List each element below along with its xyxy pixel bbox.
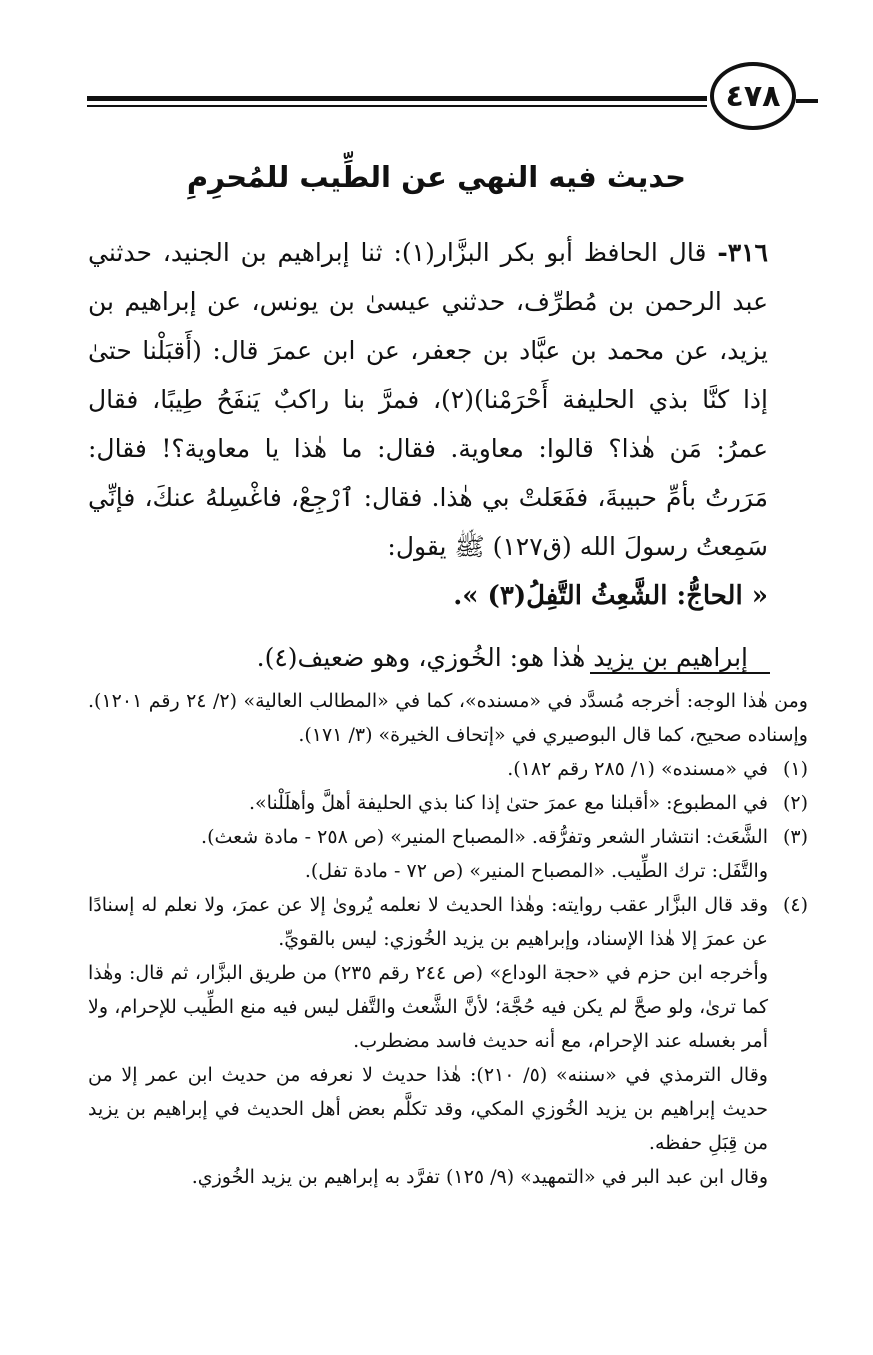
hadith-quote: « الحاجُّ: الشَّعِثُ التَّفِلُ(٣) ». (453, 581, 768, 611)
footnote-2 (88, 786, 808, 820)
chapter-title: حديث فيه النهي عن الطِّيب للمُحرِمِ (186, 160, 687, 194)
footnote-text: وقد قال البزَّار عقب روايته: وهٰذا الحديث لا نعلمه يُروىٰ إلا عن عمرَ، ولا نعلم له إسنادًا عن عمرَ إلا هٰذا الإسناد، وإبراهيم بن يزيد الخُوزي: ليس بالقويِّ. (88, 894, 768, 950)
footnote-text: وأخرجه ابن حزم في «حجة الوداع» (ص ٢٤٤ رقم ٢٣٥) من طريق البزَّار، ثم قال: وهٰذا كما ترىٰ، ولو صحَّ لم يكن فيه حُجَّة؛ لأنَّ الشَّعث والتَّفل ليس فيه منع الطِّيب للإحرام، ولا أمر بغسله عند الإحرام، مع أنه حديث فاسد مضطرب. (88, 962, 769, 1052)
footnote-continuation: ومن هٰذا الوجه: أخرجه مُسدَّد في «مسنده»، كما في «المطالب العالية» (٢/ ٢٤ رقم ١٢٠١). وإسناده صحيح، كما قال البوصيري في «إتحاف الخيرة» (٣/ ١٧١). (88, 690, 808, 746)
page-header (0, 0, 873, 140)
footnote-number: (٤) (782, 894, 808, 916)
header-rule-thin (87, 105, 707, 107)
narrator-note: إبراهيم بن يزيد هٰذا هو: الخُوزي، وهو ضعيف(٤). (256, 643, 748, 672)
footnote-body (88, 752, 768, 786)
hadith-number: ٣١٦- (717, 238, 768, 267)
header-rule-thick (87, 96, 707, 101)
footnotes (88, 684, 808, 1194)
footnote-3 (88, 820, 808, 888)
footnote-4 (88, 888, 808, 1194)
footnote-body (88, 786, 768, 820)
page-number: ٤٧٨ (710, 62, 796, 130)
footnote-separator (590, 672, 770, 674)
hadith-paragraph (88, 228, 768, 571)
hadith-text: قال الحافظ أبو بكر البزَّار(١): ثنا إبراهيم بن الجنيد، حدثني عبد الرحمن بن مُطرِّف، حدثني عيسىٰ بن يونس، عن إبراهيم بن يزيد، عن محمد بن عبَّاد بن جعفر، عن ابن عمرَ قال: (أَقبَلْنا حتىٰ إذا كنَّا بذي الحليفة أَحْرَمْنا)(٢)، فمرَّ بنا راكبٌ يَنفَحُ طِيبًا، فقال عمرُ: مَن هٰذا؟ قالوا: معاوية. فقال: ما هٰذا يا معاوية؟! فقال: مَرَرتُ بأمِّ حبيبةَ، ففَعَلتْ بي هٰذا. فقال: ٱرْجِعْ، فاغْسِلهُ عنكَ، فإنِّي سَمِعتُ رسولَ الله (ق١٢٧) ﷺ يقول: (88, 238, 768, 561)
footnote-number: (١) (782, 758, 808, 780)
hadith-quote-line (88, 571, 768, 621)
footnote-body (88, 820, 768, 888)
footnote-text: في «مسنده» (١/ ٢٨٥ رقم ١٨٢). (507, 758, 768, 780)
main-text (88, 228, 768, 682)
header-rule-right (796, 99, 818, 103)
footnote-text: في المطبوع: «أقبلنا مع عمرَ حتىٰ إذا كنا بذي الحليفة أهلَّ وأهلَلْنا». (248, 792, 768, 814)
footnote-1 (88, 752, 808, 786)
footnote-text: والتَّفَل: ترك الطِّيب. «المصباح المنير» (ص ٧٢ - مادة تفل). (304, 860, 768, 882)
footnote-text: وقال الترمذي في «سننه» (٥/ ٢١٠): هٰذا حديث لا نعرفه من حديث ابن عمر إلا من حديث إبراهيم بن يزيد الخُوزي المكي، وقد تكلَّم بعض أهل الحديث في إبراهيم بن يزيد من قِبَلِ حفظه. (88, 1064, 768, 1154)
footnote-number: (٣) (782, 826, 808, 848)
footnote-text: الشَّعَث: انتشار الشعر وتفرُّقه. «المصباح المنير» (ص ٢٥٨ - مادة شعث). (201, 826, 768, 848)
footnote-number: (٢) (782, 792, 808, 814)
footnote-body (88, 888, 768, 1194)
footnote-text: وقال ابن عبد البر في «التمهيد» (٩/ ١٢٥) تفرَّد به إبراهيم بن يزيد الخُوزي. (191, 1166, 768, 1188)
